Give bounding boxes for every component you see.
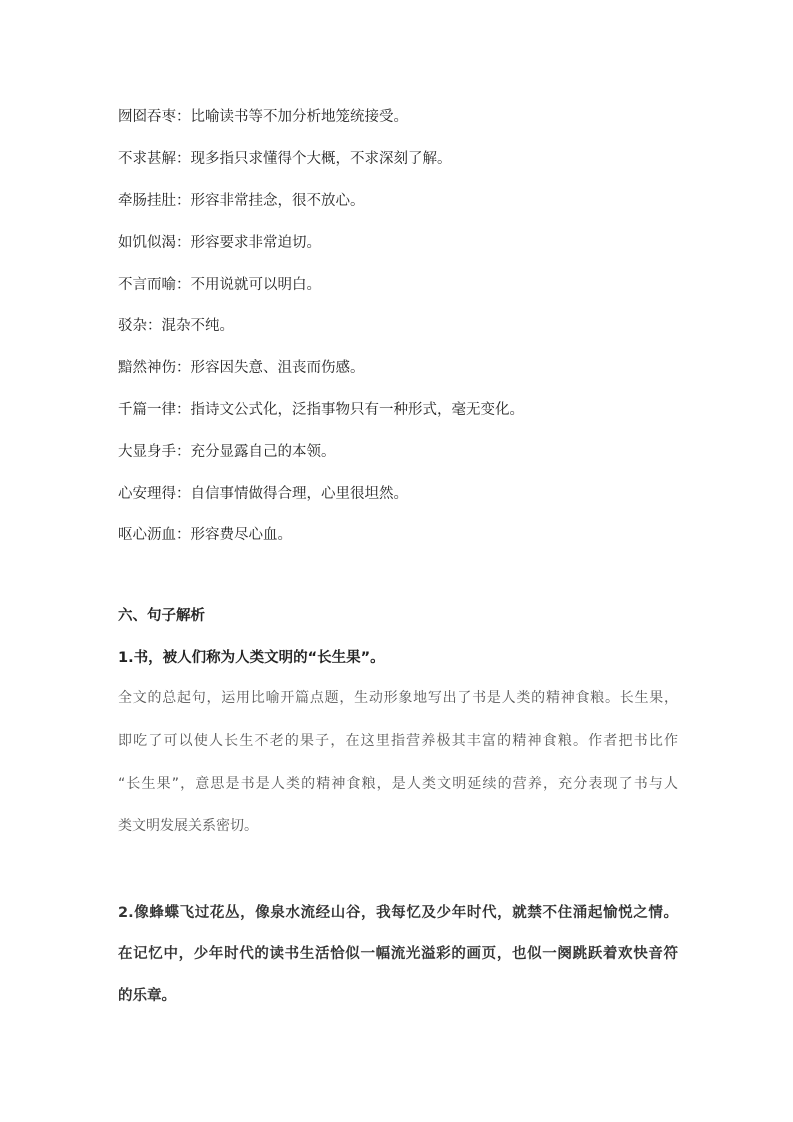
idiom-item: 不求甚解：现多指只求懂得个大概，不求深刻了解。 <box>118 151 452 167</box>
idiom-item: 如饥似渴：形容要求非常迫切。 <box>118 235 321 251</box>
sentence-2-title-line: 的乐章。 <box>118 988 176 1004</box>
section-title: 六、句子解析 <box>118 608 205 624</box>
analysis-line: 全文的总起句，运用比喻开篇点题，生动形象地写出了书是人类的精神食粮。长生果， <box>118 690 678 706</box>
analysis-line: 即吃了可以使人长生不老的果子，在这里指营养极其丰富的精神食粮。作者把书比作 <box>118 733 678 749</box>
idiom-item: 不言而喻：不用说就可以明白。 <box>118 277 321 293</box>
idiom-item: 心安理得：自信事情做得合理，心里很坦然。 <box>118 486 408 502</box>
idiom-item: 牵肠挂肚：形容非常挂念，很不放心。 <box>118 193 365 209</box>
analysis-line: 类文明发展关系密切。 <box>118 818 258 834</box>
sentence-1-title: 1.书，被人们称为人类文明的“长生果”。 <box>118 650 385 666</box>
sentence-2-title-line: 2.像蜂蝶飞过花丛，像泉水流经山谷，我每忆及少年时代，就禁不住涌起愉悦之情。 <box>118 905 678 921</box>
idiom-item: 大显身手：充分显露自己的本领。 <box>118 444 336 460</box>
idiom-item: 囫囵吞枣：比喻读书等不加分析地笼统接受。 <box>118 109 408 125</box>
idiom-item: 黯然神伤：形容因失意、沮丧而伤感。 <box>118 360 365 376</box>
sentence-2-title-line: 在记忆中，少年时代的读书生活恰似一幅流光溢彩的画页，也似一阕跳跃着欢快音符 <box>118 946 678 962</box>
idiom-item: 千篇一律：指诗文公式化，泛指事物只有一种形式，毫无变化。 <box>118 402 524 418</box>
idiom-item: 驳杂：混杂不纯。 <box>118 318 234 334</box>
analysis-line: “长生果”，意思是书是人类的精神食粮，是人类文明延续的营养，充分表现了书与人 <box>118 776 678 792</box>
idiom-item: 呕心沥血：形容费尽心血。 <box>118 527 292 543</box>
